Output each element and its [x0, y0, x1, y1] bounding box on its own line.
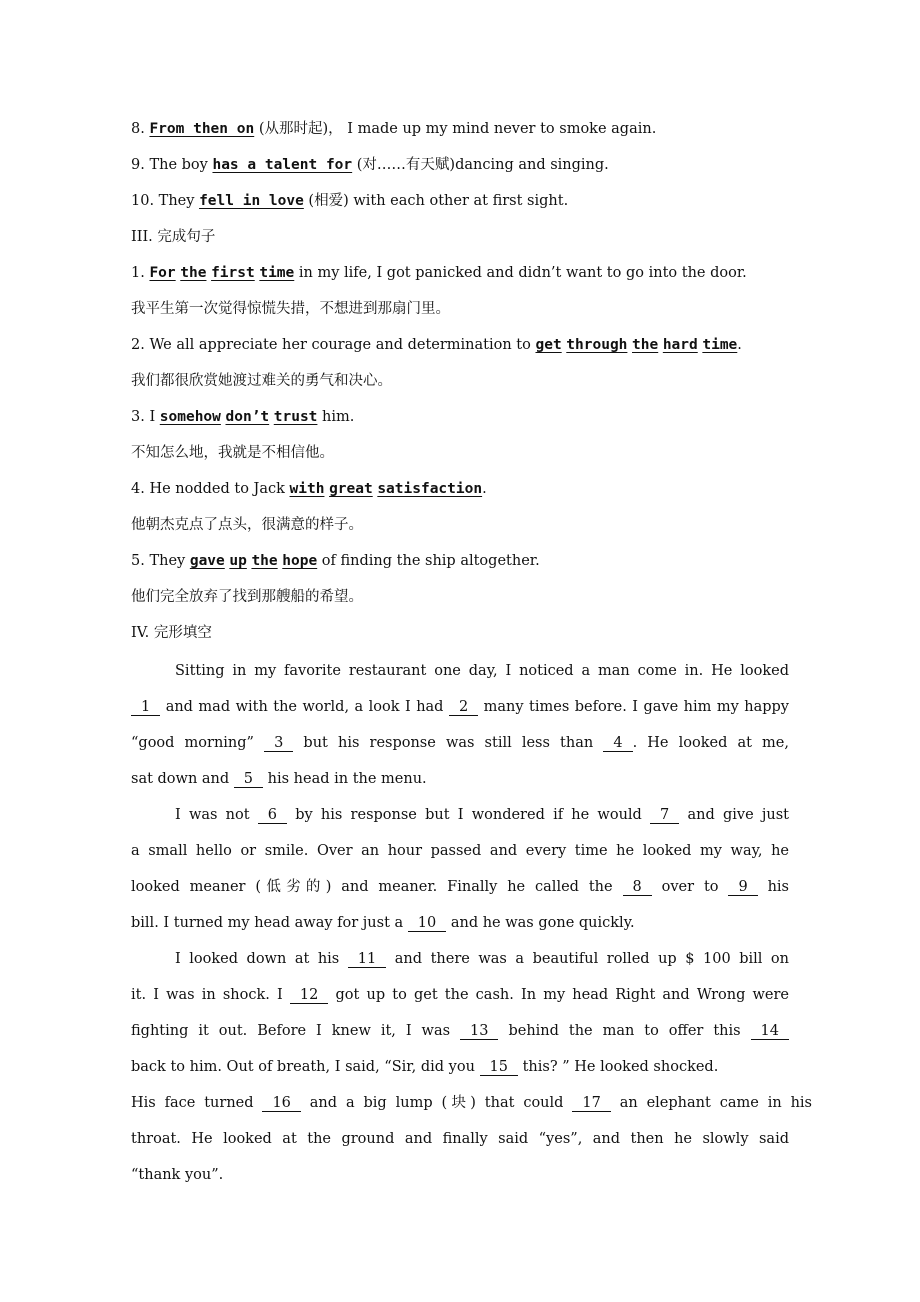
- text-segment: him.: [317, 409, 355, 425]
- text-segment: fighting it out. Before I knew it, I was: [131, 1023, 461, 1039]
- text-segment: .: [482, 481, 487, 497]
- text-segment: (相爱) with each other at first sight.: [303, 193, 569, 209]
- text-line: [131, 227, 215, 247]
- cloze-blank: 2: [449, 699, 478, 716]
- text-segment: 3. I: [131, 409, 160, 425]
- text-segment: behind the man to offer this: [498, 1023, 751, 1039]
- text-line: [131, 551, 540, 571]
- text-segment: 不知怎么地，我就是不相信他。: [131, 445, 334, 461]
- cloze-blank: 5: [234, 771, 263, 788]
- text-segment: and there was a beautiful rolled up $ 100 bill on: [386, 951, 790, 967]
- text-segment: His face turned: [131, 1095, 263, 1111]
- answer-phrase: don’t: [225, 409, 270, 425]
- text-segment: I looked down at his: [175, 951, 348, 967]
- answer-phrase: first: [211, 265, 255, 281]
- text-segment: got up to get the cash. In my head Right and Wrong were: [328, 987, 790, 1003]
- cloze-blank: 15: [480, 1059, 518, 1076]
- text-segment: “thank you”.: [131, 1167, 224, 1183]
- text-segment: III. 完成句子: [131, 229, 216, 245]
- answer-phrase: gave: [189, 553, 225, 569]
- text-segment: I was not: [175, 807, 258, 823]
- text-segment: Sitting in my favorite restaurant one day, I noticed a man come in. He looked: [175, 663, 789, 679]
- text-segment: .: [737, 337, 742, 353]
- cloze-blank: 1: [131, 699, 160, 716]
- cloze-blank: 11: [348, 951, 386, 968]
- text-segment: . He looked at me,: [632, 735, 789, 751]
- text-line: [131, 623, 212, 643]
- answer-phrase: has a talent for: [212, 157, 353, 173]
- text-line: [131, 733, 789, 753]
- text-line: [175, 661, 789, 681]
- text-line: [131, 697, 789, 717]
- text-line: [175, 949, 789, 969]
- text-segment: bill. I turned my head away for just a: [131, 915, 408, 931]
- text-line: [131, 479, 487, 499]
- text-line: [131, 443, 334, 463]
- text-line: [131, 1021, 789, 1041]
- text-segment: 他们完全放弃了找到那艘船的希望。: [131, 589, 363, 605]
- cloze-blank: 13: [460, 1023, 498, 1040]
- answer-phrase: hard: [662, 337, 698, 353]
- answer-phrase: the: [632, 337, 659, 353]
- text-segment: and a big lump (块) that could: [300, 1095, 573, 1111]
- text-segment: by his response but I wondered if he would: [287, 807, 651, 823]
- text-segment: 我们都很欣赏她渡过难关的勇气和决心。: [131, 373, 392, 389]
- text-line: [131, 515, 363, 535]
- text-segment: in my life, I got panicked and didn’t want to go into the door.: [294, 265, 747, 281]
- text-segment: many times before. I gave him my happy: [478, 699, 789, 715]
- text-segment: looked meaner (低劣的) and meaner. Finally he called the: [131, 879, 623, 895]
- answer-phrase: For: [149, 265, 176, 281]
- text-segment: and mad with the world, a look I had: [160, 699, 449, 715]
- text-segment: 9. The boy: [131, 157, 213, 173]
- text-line: [131, 1093, 812, 1113]
- text-segment: sat down and: [131, 771, 234, 787]
- text-segment: 我平生第一次觉得惊慌失措，不想进到那扇门里。: [131, 301, 450, 317]
- text-segment: an elephant came in his: [610, 1095, 812, 1111]
- text-segment: 10. They: [131, 193, 200, 209]
- cloze-blank: 10: [408, 915, 446, 932]
- answer-phrase: up: [229, 553, 247, 569]
- text-segment: back to him. Out of breath, I said, “Sir, did you: [131, 1059, 480, 1075]
- text-segment: 2. We all appreciate her courage and determination to: [131, 337, 536, 353]
- answer-phrase: time: [259, 265, 295, 281]
- text-segment: and give just: [679, 807, 789, 823]
- answer-phrase: with: [289, 481, 325, 497]
- text-segment: but his response was still less than: [293, 735, 604, 751]
- text-segment: 1.: [131, 265, 150, 281]
- text-line: [131, 877, 789, 897]
- cloze-blank: 8: [623, 879, 652, 896]
- answer-phrase: the: [180, 265, 207, 281]
- text-line: [131, 1165, 223, 1185]
- text-segment: IV. 完形填空: [131, 625, 212, 641]
- text-segment: his: [757, 879, 789, 895]
- text-line: [131, 371, 392, 391]
- text-line: [131, 841, 789, 861]
- cloze-blank: 6: [258, 807, 287, 824]
- text-line: [131, 155, 609, 175]
- text-segment: “good morning”: [131, 735, 265, 751]
- cloze-blank: 3: [264, 735, 293, 752]
- text-line: [131, 335, 742, 355]
- answer-phrase: trust: [273, 409, 318, 425]
- answer-phrase: satisfaction: [377, 481, 483, 497]
- answer-phrase: From then on: [149, 121, 255, 137]
- text-segment: this? ” He looked shocked.: [517, 1059, 719, 1075]
- text-line: [131, 587, 363, 607]
- text-segment: (对……有天赋)dancing and singing.: [352, 157, 609, 173]
- answer-phrase: the: [251, 553, 278, 569]
- cloze-blank: 4: [603, 735, 632, 752]
- answer-phrase: time: [702, 337, 738, 353]
- text-segment: 5. They: [131, 553, 190, 569]
- text-segment: a small hello or smile. Over an hour passed and every time he looked my way, he: [131, 843, 789, 859]
- text-segment: it. I was in shock. I: [131, 987, 290, 1003]
- text-line: [131, 407, 354, 427]
- cloze-blank: 9: [728, 879, 757, 896]
- text-line: [131, 263, 747, 283]
- text-line: [131, 1057, 718, 1077]
- answer-phrase: hope: [282, 553, 318, 569]
- text-segment: 他朝杰克点了点头，很满意的样子。: [131, 517, 363, 533]
- text-segment: and he was gone quickly.: [446, 915, 635, 931]
- text-line: [131, 985, 789, 1005]
- answer-phrase: fell in love: [199, 193, 304, 209]
- answer-phrase: somehow: [159, 409, 221, 425]
- text-segment: 4. He nodded to Jack: [131, 481, 290, 497]
- text-line: [131, 191, 568, 211]
- cloze-blank: 12: [290, 987, 328, 1004]
- cloze-blank: 17: [572, 1095, 610, 1112]
- text-segment: throat. He looked at the ground and finally said “yes”, and then he slowly said: [131, 1131, 789, 1147]
- answer-phrase: through: [566, 337, 628, 353]
- cloze-blank: 7: [650, 807, 679, 824]
- text-segment: over to: [651, 879, 729, 895]
- cloze-blank: 16: [262, 1095, 300, 1112]
- text-segment: of finding the ship altogether.: [317, 553, 540, 569]
- text-line: [131, 769, 427, 789]
- text-segment: (从那时起)， I made up my mind never to smoke again.: [254, 121, 657, 137]
- text-segment: 8.: [131, 121, 150, 137]
- answer-phrase: get: [535, 337, 562, 353]
- answer-phrase: great: [329, 481, 373, 497]
- text-line: [131, 299, 450, 319]
- text-line: [131, 1129, 789, 1149]
- cloze-blank: 14: [751, 1023, 789, 1040]
- text-line: [131, 913, 635, 933]
- text-line: [131, 119, 656, 139]
- text-segment: his head in the menu.: [263, 771, 427, 787]
- text-line: [175, 805, 789, 825]
